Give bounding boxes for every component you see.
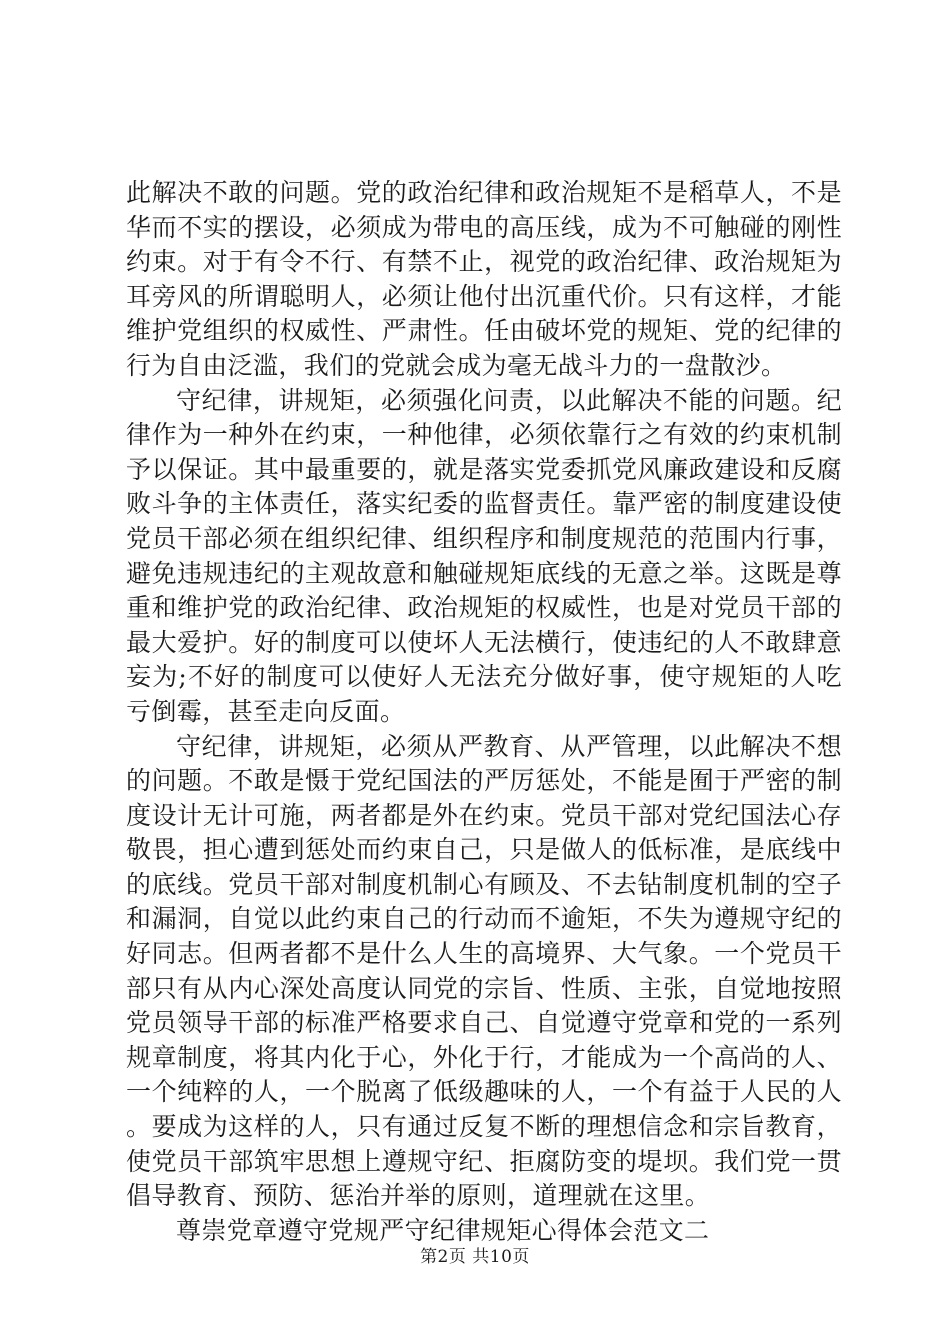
document-body: [126, 176, 842, 1248]
paragraph-3: 守纪律，讲规矩，必须从严教育、从严管理，以此解决不想的问题。不敢是慑于党纪国法的严厉惩处，不能是囿于严密的制度设计无计可施，两者都是外在约束。党员干部对党纪国法心存敬畏，担心遭到惩处而约束自己，只是做人的低标准，是底线中的底线。党员干部对制度机制心有顾及、不去钻制度机制的空子和漏洞，自觉以此约束自己的行动而不逾矩，不失为遵规守纪的好同志。但两者都不是什么人生的高境界、大气象。一个党员干部只有从内心深处高度认同党的宗旨、性质、主张，自觉地按照党员领导干部的标准严格要求自己、自觉遵守党章和党的一系列规章制度，将其内化于心，外化于行，才能成为一个高尚的人、一个纯粹的人，一个脱离了低级趣味的人，一个有益于人民的人。要成为这样的人，只有通过反复不断的理想信念和宗旨教育，使党员干部筑牢思想上遵规守纪、拒腐防变的堤坝。我们党一贯倡导教育、预防、惩治并举的原则，道理就在这里。: [126, 731, 842, 1211]
page-footer: 第2页 共10页: [420, 1247, 530, 1267]
paragraph-2: 守纪律，讲规矩，必须强化问责，以此解决不能的问题。纪律作为一种外在约束，一种他律，必须依靠行之有效的约束机制予以保证。其中最重要的，就是落实党委抓党风廉政建设和反腐败斗争的主体责任，落实纪委的监督责任。靠严密的制度建设使党员干部必须在组织纪律、组织程序和制度规范的范围内行事，避免违规违纪的主观故意和触碰规矩底线的无意之举。这既是尊重和维护党的政治纪律、政治规矩的权威性，也是对党员干部的最大爱护。好的制度可以使坏人无法横行，使违纪的人不敢肆意妄为;不好的制度可以使好人无法充分做好事，使守规矩的人吃亏倒霉，甚至走向反面。: [126, 385, 842, 726]
section-heading: 尊崇党章遵守党规严守纪律规矩心得体会范文二: [176, 1215, 710, 1245]
paragraph-1: 此解决不敢的问题。党的政治纪律和政治规矩不是稻草人，不是华而不实的摆设，必须成为带电的高压线，成为不可触碰的刚性约束。对于有令不行、有禁不止，视党的政治纪律、政治规矩为耳旁风的所谓聪明人，必须让他付出沉重代价。只有这样，才能维护党组织的权威性、严肃性。任由破坏党的规矩、党的纪律的行为自由泛滥，我们的党就会成为毫无战斗力的一盘散沙。: [126, 178, 842, 380]
